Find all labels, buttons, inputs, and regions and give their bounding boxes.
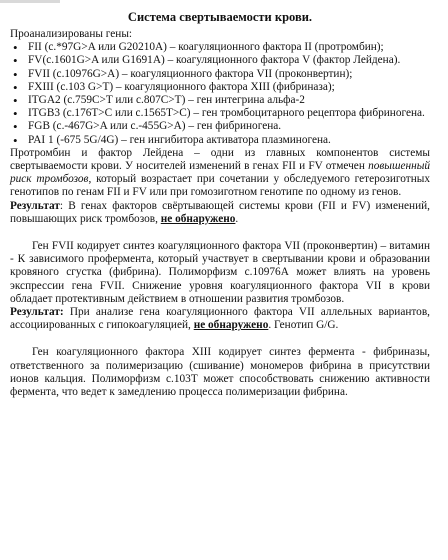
result-label-1: Результат: [10, 199, 60, 212]
gene-item-fgb: • FGB (с.-467G>A или с.-455G>A) – ген фибриногена.: [10, 120, 430, 133]
document-title: Система свертываемости крови.: [127, 10, 313, 24]
prothrombin-paragraph: [10, 147, 430, 200]
gene-item-itga2: • ITGA2 (с.759C>T или с.807C>T) – ген интегрина альфа-2: [10, 94, 430, 107]
gene-item-itgb3: • ITGB3 (c.176T>C или с.1565T>C) – ген тромбоцитарного рецептора фибриногена.: [10, 107, 430, 120]
result-fii-fv: [10, 200, 430, 226]
fvii-paragraph: Ген FVII кодирует синтез коагуляционного фактора VII (проконвертин) – витамин - К зависимого профермента, который участвует в свертывании крови и образовании кровяного сгустка (фибрина). Полиморфизм с.10976А может влиять на уровень экспрессии гена FVII. Снижение уровня коагуляционного фактора VII в крови обладает протективным действием в отношении развития тромбозов.: [10, 240, 430, 305]
gene-list: [10, 41, 430, 147]
spacer: [10, 332, 430, 346]
result-emphasis-2: не обнаружено: [193, 319, 269, 332]
gene-item-pai1: • PAI 1 (-675 5G/4G) – ген ингибитора активатора плазминогена.: [10, 134, 430, 147]
page-top-edge: [0, 0, 60, 3]
prothrombin-text-end: , который возрастает при сочетании у обследуемого гетерозиготных генотипов по генам FII и FV или при гомозиготном генотипе по одному из генов.: [10, 173, 430, 199]
result-text-1: : В генах факторов свёртывающей системы крови (FII и FV) изменений, повышающих риск тромбозов,: [10, 199, 430, 225]
document-body: [10, 6, 430, 399]
result-label-2: Результат:: [10, 306, 64, 319]
genes-intro: Проанализированы гены:: [10, 28, 133, 40]
gene-item-fvii: • FVII (с.10976G>A) – коагуляционного фактора VII (проконвертин);: [10, 68, 430, 81]
gene-item-fii: • FII (с.*97G>A или G20210A) – коагуляционного фактора II (протромбин);: [10, 41, 430, 54]
gene-item-fv: • FV(c.1601G>A или G1691A) – коагуляционного фактора V (фактор Лейдена).: [10, 54, 430, 67]
result-end-2: . Генотип G/G.: [268, 319, 339, 332]
spacer: [10, 226, 430, 240]
result-fvii: [10, 306, 430, 332]
gene-item-fxiii: • FXIII (с.103 G>T) – коагуляционного фактора XIII (фибриназа);: [10, 81, 430, 94]
result-text-2: При анализе гена коагуляционного фактора VII аллельных вариантов, ассоциированных с гипокоагуляцией,: [10, 306, 430, 332]
thrombosis-risk-italic: повышенный риск тромбозов: [10, 160, 430, 186]
result-end-1: .: [235, 212, 239, 225]
fxiii-paragraph: Ген коагуляционного фактора XIII кодирует синтез фермента - фибриназы, ответственного за полимеризацию (сшивание) мономеров фибрина в присутствии ионов кальция. Полиморфизм с.103T может способствовать снижению активности фермента, что ведет к замедлению процесса полимеризации фибрина.: [10, 346, 430, 399]
prothrombin-text-start: Протромбин и фактор Лейдена – одни из главных компонентов системы свертываемости крови. У носителей изменений в генах FII и FV отмечен: [10, 146, 430, 173]
result-emphasis-1: не обнаружено: [160, 212, 236, 225]
